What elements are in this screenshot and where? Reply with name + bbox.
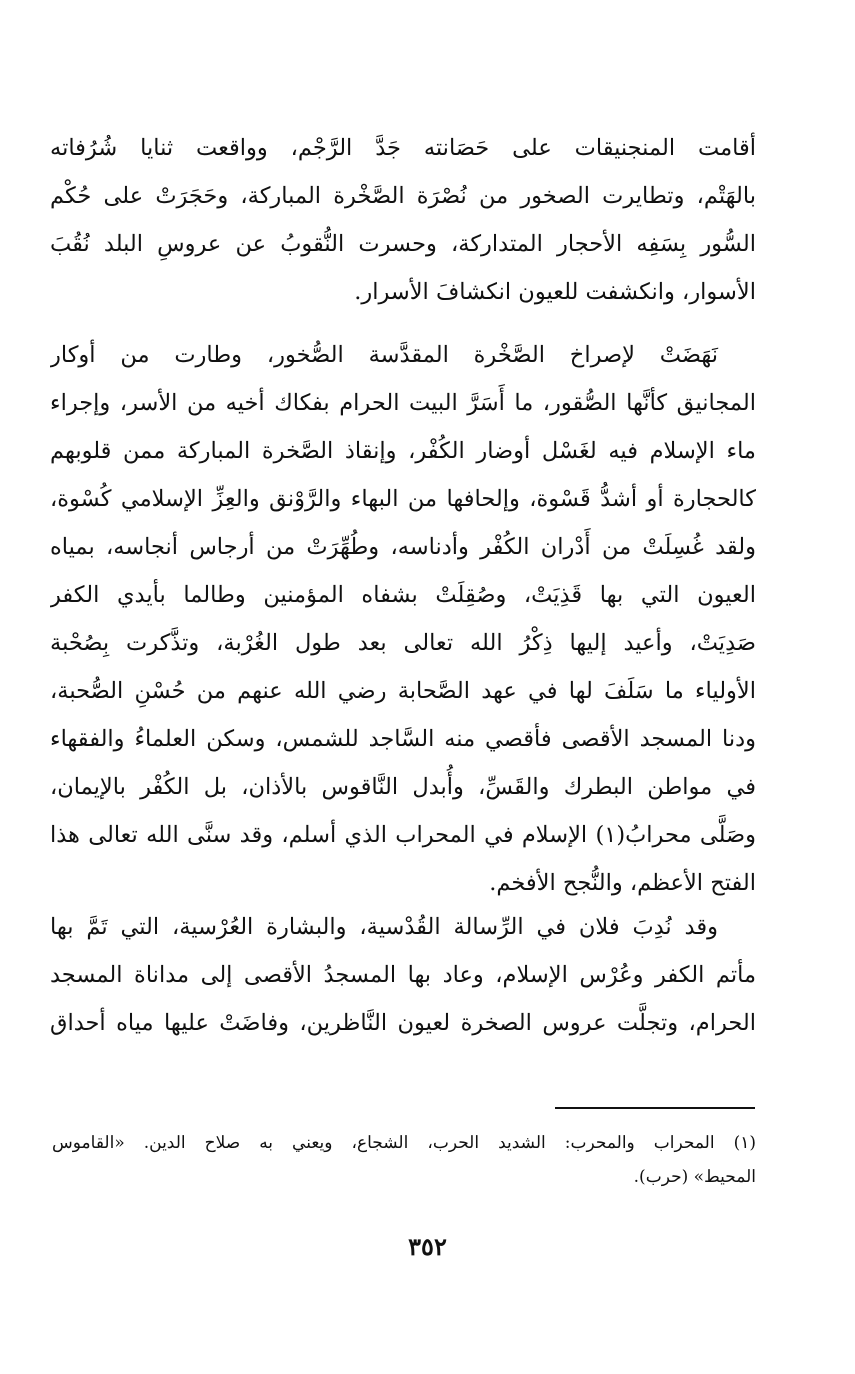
text-line: صَدِيَتْ، وأعيد إليها ذِكْرُ الله تعالى بعد طول الغُرْبة، وتذَّكرت بِصُحْبة	[50, 630, 756, 656]
text-line: وقد نُدِبَ فلان في الرِّسالة القُدْسية، والبشارة العُرْسية، التي تَمَّ بها	[50, 914, 718, 940]
text-line: بالهَتْم، وتطايرت الصخور من نُصْرَة الصَّخْرة المباركة، وحَجَرَتْ على حُكْم	[50, 183, 756, 209]
text-line: كالحجارة أو أشدُّ قَسْوة، وإلحافها من البهاء والرَّوْنق والعِزِّ الإسلامي كُسْوة،	[50, 486, 756, 512]
text-line: المجانيق كأنَّها الصُّقور، ما أَسَرَّ البيت الحرام بفكاك أخيه من الأسر، وإجراء	[50, 390, 756, 416]
text-line-with-footnote-ref: وصَلَّى محرابُ(١) الإسلام في المحراب الذي أسلم، وقد سنَّى الله تعالى هذا	[50, 822, 756, 848]
footnote	[52, 1126, 756, 1194]
footnote-line: (١) المحراب والمحرب: الشديد الحرب، الشجاع، ويعني به صلاح الدين. «القاموس	[52, 1133, 756, 1153]
text-line: السُّور بِسَفِه الأحجار المتداركة، وحسرت النُّقوبُ عن عروسِ البلد نُقُبَ	[50, 231, 756, 257]
text-line: أقامت المنجنيقات على حَصَانته جَدَّ الرَّجْم، وواقعت ثنايا شُرُفاته	[50, 135, 756, 161]
text-line: في مواطن البطرك والقَسِّ، وأُبدل النَّاقوس بالأذان، بل الكُفْر بالإيمان،	[50, 774, 756, 800]
text-line: الأسوار، وانكشفت للعيون انكشافَ الأسرار.	[354, 279, 756, 305]
paragraph-1	[50, 124, 756, 316]
footnote-separator	[555, 1107, 755, 1109]
paragraph-3	[50, 903, 756, 1047]
text-line: ودنا المسجد الأقصى فأقصي منه السَّاجد للشمس، وسكن العلماءُ والفقهاء	[50, 726, 756, 752]
text-line: ماء الإسلام فيه لغَسْل أوضار الكُفْر، وإنقاذ الصَّخرة المباركة ممن قلوبهم	[50, 438, 756, 464]
paragraph-2	[50, 331, 756, 907]
text-line: الفتح الأعظم، والنُّجح الأفخم.	[489, 870, 756, 896]
text-line: مأتم الكفر وعُرْس الإسلام، وعاد بها المسجدُ الأقصى إلى مداناة المسجد	[50, 962, 756, 988]
text-line: ولقد غُسِلَتْ من أَدْران الكُفْر وأدناسه، وطُهِّرَتْ من أرجاس أنجاسه، بمياه	[50, 534, 756, 560]
text-line: العيون التي بها قَذِيَتْ، وصُقِلَتْ بشفاه المؤمنين وطالما بأيدي الكفر	[50, 582, 756, 608]
text-line: الأولياء ما سَلَفَ لها في عهد الصَّحابة رضي الله عنهم من حُسْنِ الصُّحبة،	[50, 678, 756, 704]
text-line: الحرام، وتجلَّت عروس الصخرة لعيون النَّاظرين، وفاضَتْ عليها مياه أحداق	[50, 1010, 756, 1036]
text-line: نَهَضَتْ لإصراخ الصَّخْرة المقدَّسة الصُّخور، وطارت من أوكار	[50, 342, 718, 368]
footnote-line: المحيط» (حرب).	[633, 1167, 756, 1187]
page-number: ٣٥٢	[408, 1232, 447, 1261]
